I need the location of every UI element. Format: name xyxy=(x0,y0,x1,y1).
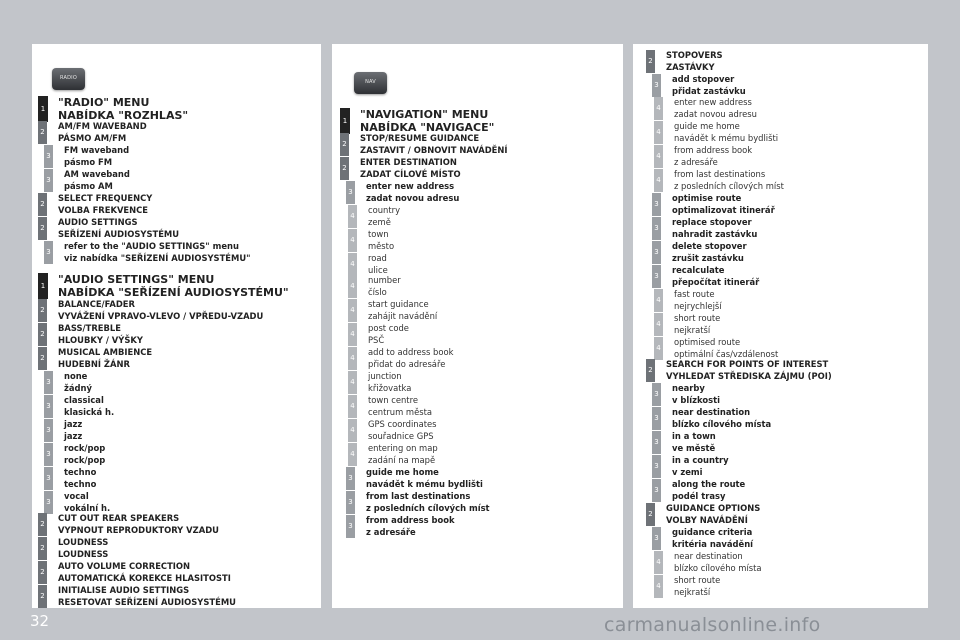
menu-item-label: from last destinations xyxy=(674,169,766,179)
menu-item-level-2 xyxy=(342,157,461,180)
menu-item-label: zadat novou adresu xyxy=(366,192,460,203)
level-badge: 1 xyxy=(340,108,350,134)
menu-item-label: zadání na mapě xyxy=(368,454,436,465)
menu-item-label: NABÍDKA "NAVIGACE" xyxy=(360,121,495,134)
level-badge: 3 xyxy=(652,383,661,406)
menu-item-label: enter new address xyxy=(674,97,752,107)
menu-item-label: SEŘÍZENÍ AUDIOSYSTÉMU xyxy=(58,228,180,239)
level-badge: 4 xyxy=(654,97,663,120)
menu-item-level-3 xyxy=(46,241,251,264)
menu-item-label: nejrychlejší xyxy=(674,300,722,311)
menu-item-label: VYVÁŽENÍ VPRAVO-VLEVO / VPŘEDU-VZADU xyxy=(58,310,264,321)
level-badge: 3 xyxy=(652,407,661,430)
level-badge: 2 xyxy=(646,50,655,73)
menu-item-label: žádný xyxy=(64,382,92,393)
menu-item-label: PSČ xyxy=(368,334,385,345)
menu-item-level-4 xyxy=(350,299,438,322)
menu-item-level-3 xyxy=(348,515,455,538)
menu-item-label: LOUDNESS xyxy=(58,548,109,559)
menu-item-label: guidance criteria xyxy=(672,527,753,537)
level-badge: 4 xyxy=(654,289,663,312)
menu-item-label: AM/FM WAVEBAND xyxy=(58,121,147,131)
menu-item-level-2 xyxy=(40,193,153,216)
menu-item-level-3 xyxy=(654,241,747,264)
menu-item-level-3 xyxy=(46,491,111,514)
menu-item-label: přidat do adresáře xyxy=(368,358,446,369)
menu-item-level-1 xyxy=(342,108,495,134)
menu-item-label: v blízkosti xyxy=(672,394,720,405)
menu-item-label: rock/pop xyxy=(64,443,106,453)
menu-item-label: blízko cílového místa xyxy=(674,562,762,573)
level-badge: 4 xyxy=(654,575,663,598)
menu-item-level-4 xyxy=(656,551,762,574)
menu-item-level-3 xyxy=(348,181,460,204)
menu-item-label: přepočítat itinerář xyxy=(672,276,760,287)
watermark: carmanualsonline.info xyxy=(604,614,821,636)
menu-item-label: entering on map xyxy=(368,443,438,453)
menu-item-label: fast route xyxy=(674,289,715,299)
level-badge: 4 xyxy=(348,253,357,276)
menu-item-label: optimised route xyxy=(674,337,741,347)
menu-item-level-2 xyxy=(40,561,231,584)
menu-item-label: VYPNOUT REPRODUKTORY VZADU xyxy=(58,524,219,535)
menu-item-level-3 xyxy=(46,467,97,490)
menu-item-label: z posledních cílových míst xyxy=(674,180,784,191)
menu-item-label: in a town xyxy=(672,431,716,441)
menu-item-label: post code xyxy=(368,323,409,333)
menu-item-level-3 xyxy=(46,395,115,418)
menu-item-label: MUSICAL AMBIENCE xyxy=(58,347,153,357)
menu-item-label: near destination xyxy=(674,551,743,561)
menu-item-label: AM waveband xyxy=(64,169,130,179)
menu-item-label: LOUDNESS xyxy=(58,537,109,547)
radio-button-icon: RADIO xyxy=(52,68,85,90)
menu-item-label: NABÍDKA "SEŘÍZENÍ AUDIOSYSTÉMU" xyxy=(58,286,289,299)
menu-item-label: road xyxy=(368,253,387,263)
menu-item-label: optimální čas/vzdálenost xyxy=(674,348,779,359)
level-badge: 2 xyxy=(38,299,47,322)
menu-item-label: country xyxy=(368,205,401,215)
level-badge: 2 xyxy=(38,347,47,370)
level-badge: 3 xyxy=(346,491,355,514)
menu-item-label: BASS/TREBLE xyxy=(58,323,121,333)
level-badge: 3 xyxy=(652,265,661,288)
menu-item-label: VOLBA FREKVENCE xyxy=(58,204,149,215)
level-badge: 3 xyxy=(652,74,661,97)
menu-item-label: klasická h. xyxy=(64,406,115,417)
level-badge: 4 xyxy=(654,551,663,574)
level-badge: 4 xyxy=(654,313,663,336)
menu-item-label: PÁSMO AM/FM xyxy=(58,132,127,143)
menu-item-label: HUDEBNÍ ŽÁNR xyxy=(58,358,130,369)
menu-item-label: nahradit zastávku xyxy=(672,228,758,239)
menu-item-level-4 xyxy=(656,145,753,168)
menu-item-level-1 xyxy=(40,273,289,299)
level-badge: 1 xyxy=(38,96,48,122)
menu-item-label: CUT OUT REAR SPEAKERS xyxy=(58,513,180,523)
menu-item-label: rock/pop xyxy=(64,454,106,465)
level-badge: 4 xyxy=(348,347,357,370)
level-badge: 2 xyxy=(38,537,47,560)
menu-item-label: nejkratší xyxy=(674,324,711,335)
menu-item-label: pásmo FM xyxy=(64,156,113,167)
level-badge: 3 xyxy=(44,169,53,192)
menu-item-level-4 xyxy=(350,323,409,346)
level-badge: 4 xyxy=(348,419,357,442)
menu-item-label: ZASTÁVKY xyxy=(666,61,715,72)
menu-item-label: pásmo AM xyxy=(64,180,113,191)
menu-item-label: ulice xyxy=(368,264,388,275)
menu-item-label: podél trasy xyxy=(672,490,726,501)
menu-item-level-4 xyxy=(656,313,721,336)
menu-item-level-4 xyxy=(656,121,779,144)
menu-item-label: enter new address xyxy=(366,181,455,191)
menu-item-level-3 xyxy=(654,431,716,454)
menu-item-level-3 xyxy=(654,217,758,240)
menu-item-level-3 xyxy=(46,145,130,168)
menu-item-label: jazz xyxy=(64,419,83,429)
menu-item-label: town xyxy=(368,229,389,239)
menu-item-label: junction xyxy=(368,371,402,381)
menu-item-label: near destination xyxy=(672,407,751,417)
menu-item-level-2 xyxy=(40,347,153,370)
menu-item-level-2 xyxy=(648,503,761,526)
level-badge: 4 xyxy=(348,395,357,418)
menu-item-level-2 xyxy=(648,50,723,73)
menu-item-label: vokální h. xyxy=(64,502,111,513)
menu-item-label: NABÍDKA "ROZHLAS" xyxy=(58,109,189,122)
level-badge: 2 xyxy=(38,121,47,144)
level-badge: 3 xyxy=(44,419,53,442)
menu-item-label: vocal xyxy=(64,491,89,501)
menu-item-level-2 xyxy=(342,133,508,156)
menu-item-label: ZASTAVIT / OBNOVIT NAVÁDĚNÍ xyxy=(360,144,508,155)
menu-item-label: short route xyxy=(674,313,721,323)
level-badge: 4 xyxy=(654,121,663,144)
menu-item-level-3 xyxy=(654,193,775,216)
level-badge: 3 xyxy=(652,527,661,550)
menu-item-label: zadat novou adresu xyxy=(674,108,757,119)
menu-item-label: zrušit zastávku xyxy=(672,252,744,263)
level-badge: 3 xyxy=(652,193,661,216)
menu-item-level-2 xyxy=(40,299,264,322)
menu-item-label: "RADIO" MENU xyxy=(58,96,150,109)
level-badge: 4 xyxy=(348,299,357,322)
menu-item-label: none xyxy=(64,371,88,381)
menu-item-label: z adresáře xyxy=(674,156,718,167)
menu-item-level-4 xyxy=(350,419,437,442)
menu-item-label: replace stopover xyxy=(672,217,752,227)
menu-item-label: INITIALISE AUDIO SETTINGS xyxy=(58,585,190,595)
menu-item-label: z adresáře xyxy=(366,526,416,537)
menu-item-label: navádět k mému bydlišti xyxy=(366,478,483,489)
level-badge: 4 xyxy=(348,323,357,346)
menu-item-label: ZADAT CÍLOVÉ MÍSTO xyxy=(360,168,461,179)
level-badge: 3 xyxy=(652,431,661,454)
menu-item-label: blízko cílového místa xyxy=(672,418,772,429)
menu-item-level-2 xyxy=(648,359,832,382)
level-badge: 4 xyxy=(654,169,663,192)
menu-item-level-2 xyxy=(40,323,143,346)
level-badge: 4 xyxy=(348,275,357,298)
menu-item-label: techno xyxy=(64,478,97,489)
menu-item-label: BALANCE/FADER xyxy=(58,299,135,309)
level-badge: 3 xyxy=(44,491,53,514)
level-badge: 3 xyxy=(346,181,355,204)
menu-item-level-3 xyxy=(654,479,746,502)
menu-item-label: VOLBY NAVÁDĚNÍ xyxy=(666,514,748,525)
menu-item-level-3 xyxy=(654,265,760,288)
menu-item-level-2 xyxy=(40,513,219,536)
level-badge: 3 xyxy=(652,217,661,240)
menu-item-label: navádět k mému bydlišti xyxy=(674,132,779,143)
menu-item-level-4 xyxy=(656,289,722,312)
menu-item-level-2 xyxy=(40,217,180,240)
menu-item-label: AUDIO SETTINGS xyxy=(58,217,138,227)
menu-item-level-4 xyxy=(350,229,395,252)
menu-item-label: techno xyxy=(64,467,97,477)
page-number: 32 xyxy=(30,612,50,630)
menu-item-level-3 xyxy=(654,407,772,430)
menu-item-label: jazz xyxy=(64,430,83,441)
menu-item-label: AUTOMATICKÁ KOREKCE HLASITOSTI xyxy=(58,572,231,583)
menu-item-level-3 xyxy=(654,455,729,478)
level-badge: 4 xyxy=(654,337,663,360)
menu-item-level-2 xyxy=(40,121,147,144)
menu-item-label: start guidance xyxy=(368,299,429,309)
level-badge: 2 xyxy=(38,193,47,216)
menu-item-level-4 xyxy=(656,169,784,192)
level-badge: 2 xyxy=(38,561,47,584)
menu-item-label: classical xyxy=(64,395,104,405)
menu-item-label: VYHLEDAT STŘEDISKA ZÁJMU (POI) xyxy=(666,370,832,381)
menu-item-label: nejkratší xyxy=(674,586,711,597)
menu-item-label: STOPOVERS xyxy=(666,50,723,60)
level-badge: 3 xyxy=(44,145,53,168)
level-badge: 2 xyxy=(646,503,655,526)
menu-item-level-3 xyxy=(654,383,720,406)
level-badge: 2 xyxy=(646,359,655,382)
menu-item-level-4 xyxy=(350,443,438,466)
menu-item-label: in a country xyxy=(672,455,729,465)
level-badge: 2 xyxy=(340,157,349,180)
nav-button-icon: NAV xyxy=(354,72,387,94)
menu-item-level-4 xyxy=(656,337,779,360)
menu-item-level-4 xyxy=(656,575,721,598)
level-badge: 3 xyxy=(346,467,355,490)
menu-item-level-3 xyxy=(348,467,483,490)
level-badge: 3 xyxy=(44,241,53,264)
level-badge: 3 xyxy=(652,455,661,478)
menu-item-level-1 xyxy=(40,96,189,122)
menu-item-level-3 xyxy=(654,527,754,550)
menu-item-label: refer to the "AUDIO SETTINGS" menu xyxy=(64,241,239,251)
level-badge: 4 xyxy=(348,371,357,394)
menu-item-level-3 xyxy=(46,419,83,442)
level-badge: 3 xyxy=(44,467,53,490)
menu-item-label: AUTO VOLUME CORRECTION xyxy=(58,561,191,571)
level-badge: 4 xyxy=(654,145,663,168)
menu-item-level-3 xyxy=(348,491,490,514)
menu-item-level-3 xyxy=(46,169,130,192)
menu-item-level-3 xyxy=(654,74,746,97)
menu-item-label: kritéria navádění xyxy=(672,538,754,549)
menu-item-level-2 xyxy=(40,537,109,560)
menu-item-label: from last destinations xyxy=(366,491,471,501)
menu-item-label: short route xyxy=(674,575,721,585)
menu-item-label: guide me home xyxy=(366,467,439,477)
level-badge: 3 xyxy=(44,443,53,466)
menu-item-label: optimise route xyxy=(672,193,742,203)
menu-item-label: from address book xyxy=(366,515,455,525)
menu-item-level-4 xyxy=(350,205,401,228)
menu-item-label: země xyxy=(368,216,391,227)
menu-item-label: souřadnice GPS xyxy=(368,430,434,441)
menu-item-label: STOP/RESUME GUIDANCE xyxy=(360,133,480,143)
level-badge: 2 xyxy=(38,323,47,346)
menu-item-level-4 xyxy=(656,97,757,120)
menu-item-label: SELECT FREQUENCY xyxy=(58,193,153,203)
menu-item-label: RESETOVAT SEŘÍZENÍ AUDIOSYSTÉMU xyxy=(58,596,236,607)
menu-item-label: "AUDIO SETTINGS" MENU xyxy=(58,273,215,286)
menu-item-label: nearby xyxy=(672,383,705,393)
menu-item-label: GPS coordinates xyxy=(368,419,437,429)
menu-item-label: FM waveband xyxy=(64,145,130,155)
menu-item-label: centrum města xyxy=(368,406,433,417)
level-badge: 3 xyxy=(44,371,53,394)
menu-item-label: optimalizovat itinerář xyxy=(672,204,775,215)
level-badge: 3 xyxy=(44,395,53,418)
menu-item-label: add to address book xyxy=(368,347,454,357)
level-badge: 2 xyxy=(38,513,47,536)
level-badge: 2 xyxy=(38,217,47,240)
menu-item-label: přidat zastávku xyxy=(672,85,746,96)
menu-item-label: viz nabídka "SEŘÍZENÍ AUDIOSYSTÉMU" xyxy=(64,252,251,263)
level-badge: 1 xyxy=(38,273,48,299)
level-badge: 2 xyxy=(38,585,47,608)
menu-item-label: číslo xyxy=(368,286,387,297)
menu-item-label: ve městě xyxy=(672,442,716,453)
menu-item-label: add stopover xyxy=(672,74,735,84)
menu-item-label: "NAVIGATION" MENU xyxy=(360,108,489,121)
level-badge: 4 xyxy=(348,443,357,466)
menu-item-label: město xyxy=(368,240,395,251)
level-badge: 3 xyxy=(652,479,661,502)
menu-item-level-3 xyxy=(46,371,92,394)
menu-item-label: along the route xyxy=(672,479,746,489)
menu-item-level-4 xyxy=(350,275,401,298)
menu-item-label: number xyxy=(368,275,401,285)
menu-item-level-3 xyxy=(46,443,106,466)
menu-item-label: zahájit navádění xyxy=(368,310,438,321)
menu-item-label: v zemi xyxy=(672,466,703,477)
menu-item-label: GUIDANCE OPTIONS xyxy=(666,503,761,513)
level-badge: 4 xyxy=(348,229,357,252)
menu-item-label: recalculate xyxy=(672,265,725,275)
menu-item-level-4 xyxy=(350,253,388,276)
menu-item-label: delete stopover xyxy=(672,241,747,251)
menu-item-level-4 xyxy=(350,395,433,418)
level-badge: 2 xyxy=(340,133,349,156)
menu-item-label: ENTER DESTINATION xyxy=(360,157,457,167)
menu-item-label: guide me home xyxy=(674,121,740,131)
menu-item-label: SEARCH FOR POINTS OF INTEREST xyxy=(666,359,829,369)
menu-item-level-4 xyxy=(350,371,412,394)
level-badge: 3 xyxy=(346,515,355,538)
menu-item-label: town centre xyxy=(368,395,418,405)
menu-item-label: křižovatka xyxy=(368,382,412,393)
level-badge: 4 xyxy=(348,205,357,228)
menu-item-label: HLOUBKY / VÝŠKY xyxy=(58,334,143,345)
level-badge: 3 xyxy=(652,241,661,264)
menu-item-level-4 xyxy=(350,347,454,370)
menu-item-level-2 xyxy=(40,585,236,608)
menu-item-label: z posledních cílových míst xyxy=(366,502,490,513)
menu-item-label: from address book xyxy=(674,145,753,155)
